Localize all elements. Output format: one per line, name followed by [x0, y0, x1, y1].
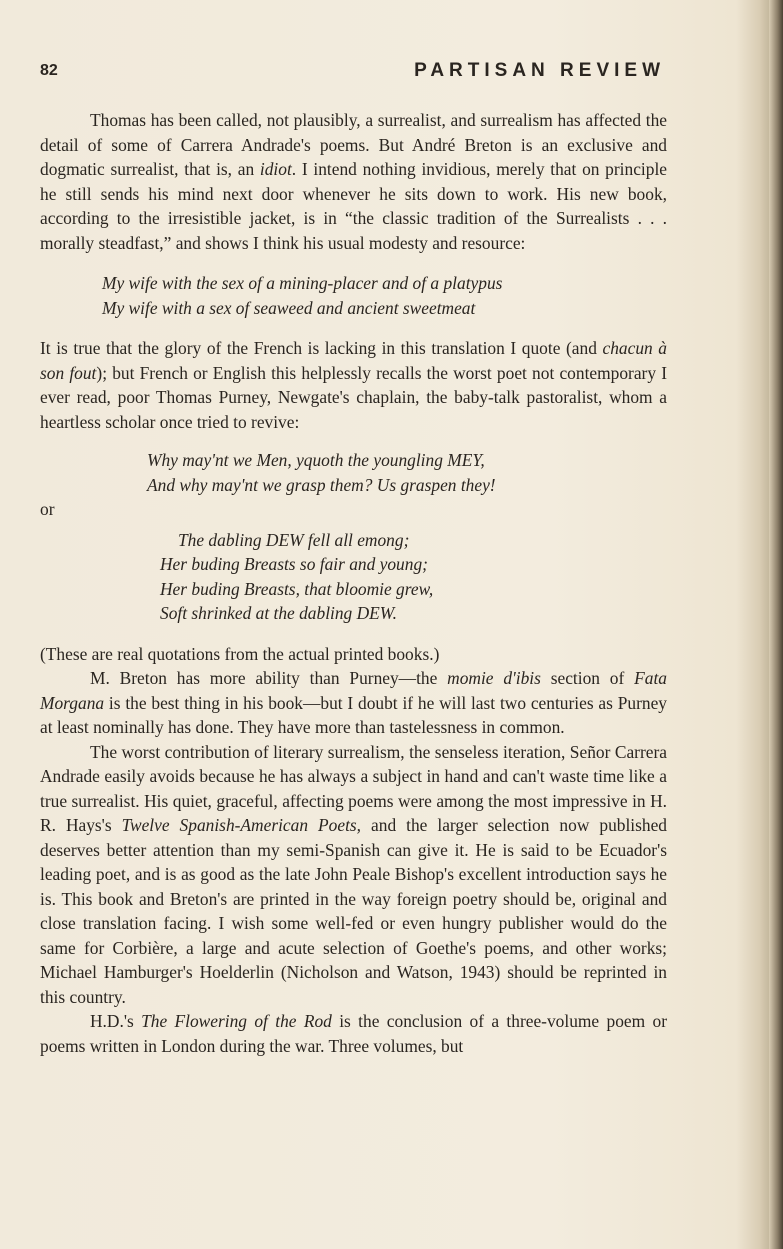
- verse-line: My wife with the sex of a mining-placer and of a platypus: [102, 273, 503, 293]
- paragraph-1-italic: idiot: [259, 159, 292, 179]
- paragraph-1-text-a: Thomas has been called, not plausibly, a surrealist, and surrealism has affected the detail of some of Carrera Andrade's poems. But André Breton is an exclusive and dogmatic surrealist, that is, an: [40, 110, 667, 179]
- paragraph-4-text-c: is the best thing in his book—but I doubt if he will last two centuries as Purney at least nominally has done. They have more than tastelessness in common.: [40, 692, 667, 737]
- paragraph-5-text-b: and the larger selection now published deserves better attention than my semi-Spanish can give it. He is said to be Ecuador's leading poet, and is as good as the late John Peale Bishop's excellent introduction says he is. This book and Breton's are printed in the way foreign poetry should be, original and close translation facing. I wish some well-fed or even hungry publisher would do the same for Corbière, a large and acute selection of Goethe's poems, and other works; Michael Hamburger's Hoelderlin (Nicholson and Watson, 1943) should be reprinted in this country.: [40, 815, 668, 1007]
- paragraph-4: [40, 666, 667, 740]
- paragraph-4-italic-2: Fata Morgana: [40, 668, 667, 713]
- paragraph-4-text-a: M. Breton has more ability than Purney—the: [90, 668, 448, 688]
- verse-line: Why may'nt we Men, yquoth the youngling MEY,: [147, 450, 485, 470]
- paragraph-3: (These are real quotations from the actual printed books.): [40, 643, 440, 664]
- verse-line: Her buding Breasts, that bloomie grew,: [160, 578, 434, 599]
- page-number: 82: [40, 62, 58, 79]
- page-body: [40, 108, 667, 1058]
- page-header: [40, 60, 665, 90]
- paragraph-6: [40, 1009, 667, 1058]
- paragraph-1-text-b: . I intend nothing invidious, merely that on principle he still sends his mind next door whenever he sits down to work. His new book, according to the irresistible jacket, is in “the classic tradition of the Surrealists . . . morally steadfast,” and shows I think his usual modesty and resource:: [40, 159, 667, 253]
- verse-quote-purney-2: [160, 528, 667, 626]
- running-head: PARTISAN REVIEW: [414, 60, 665, 81]
- paragraph-4-text-b: section of: [540, 668, 635, 688]
- verse-line: My wife with a sex of seaweed and ancient sweetmeat: [102, 297, 476, 318]
- paragraph-5-italic: Twelve Spanish-American Poets,: [121, 815, 362, 835]
- verse-line: And why may'nt we grasp them? Us graspen they!: [147, 474, 496, 495]
- paragraph-2-italic: chacun à son fout: [40, 338, 668, 383]
- paragraph-6-text-b: is the conclusion of a three-volume poem or poems written in London during the war. Three volumes, but: [40, 1011, 667, 1056]
- verse-quote-purney-1: [147, 448, 667, 497]
- paragraph-6-italic: The Flowering of the Rod: [141, 1011, 332, 1031]
- verse-quote-breton: [102, 271, 667, 320]
- or-connector: or: [40, 499, 55, 519]
- paragraph-5-text-a: The worst contribution of literary surrealism, the senseless iteration, Señor Carrera Andrade easily avoids because he has always a subject in hand and can't waste time like a true surrealist. His quiet, graceful, affecting poems were among the most impressive in H. R. Hays's: [40, 741, 667, 835]
- verse-line: The dabling DEW fell all emong;: [178, 529, 410, 550]
- paragraph-5: [40, 740, 667, 1010]
- paragraph-2-text-a: It is true that the glory of the French is lacking in this translation I quote (and: [40, 338, 603, 358]
- paragraph-1: [40, 108, 667, 255]
- paragraph-2: [40, 336, 667, 434]
- paragraph-2-text-b: ); but French or English this helplessly recalls the worst poet not contemporary I ever read, poor Thomas Purney, Newgate's chaplain, the baby-talk pastoralist, whom a heartless scholar once tried to revive:: [40, 362, 668, 432]
- verse-line: Her buding Breasts so fair and young;: [160, 554, 428, 574]
- paragraph-4-italic-1: momie d'ibis: [447, 668, 541, 688]
- verse-line: Soft shrinked at the dabling DEW.: [160, 603, 398, 623]
- page-edge-shadow: [769, 0, 783, 1249]
- paragraph-6-text-a: H.D.'s: [90, 1011, 142, 1031]
